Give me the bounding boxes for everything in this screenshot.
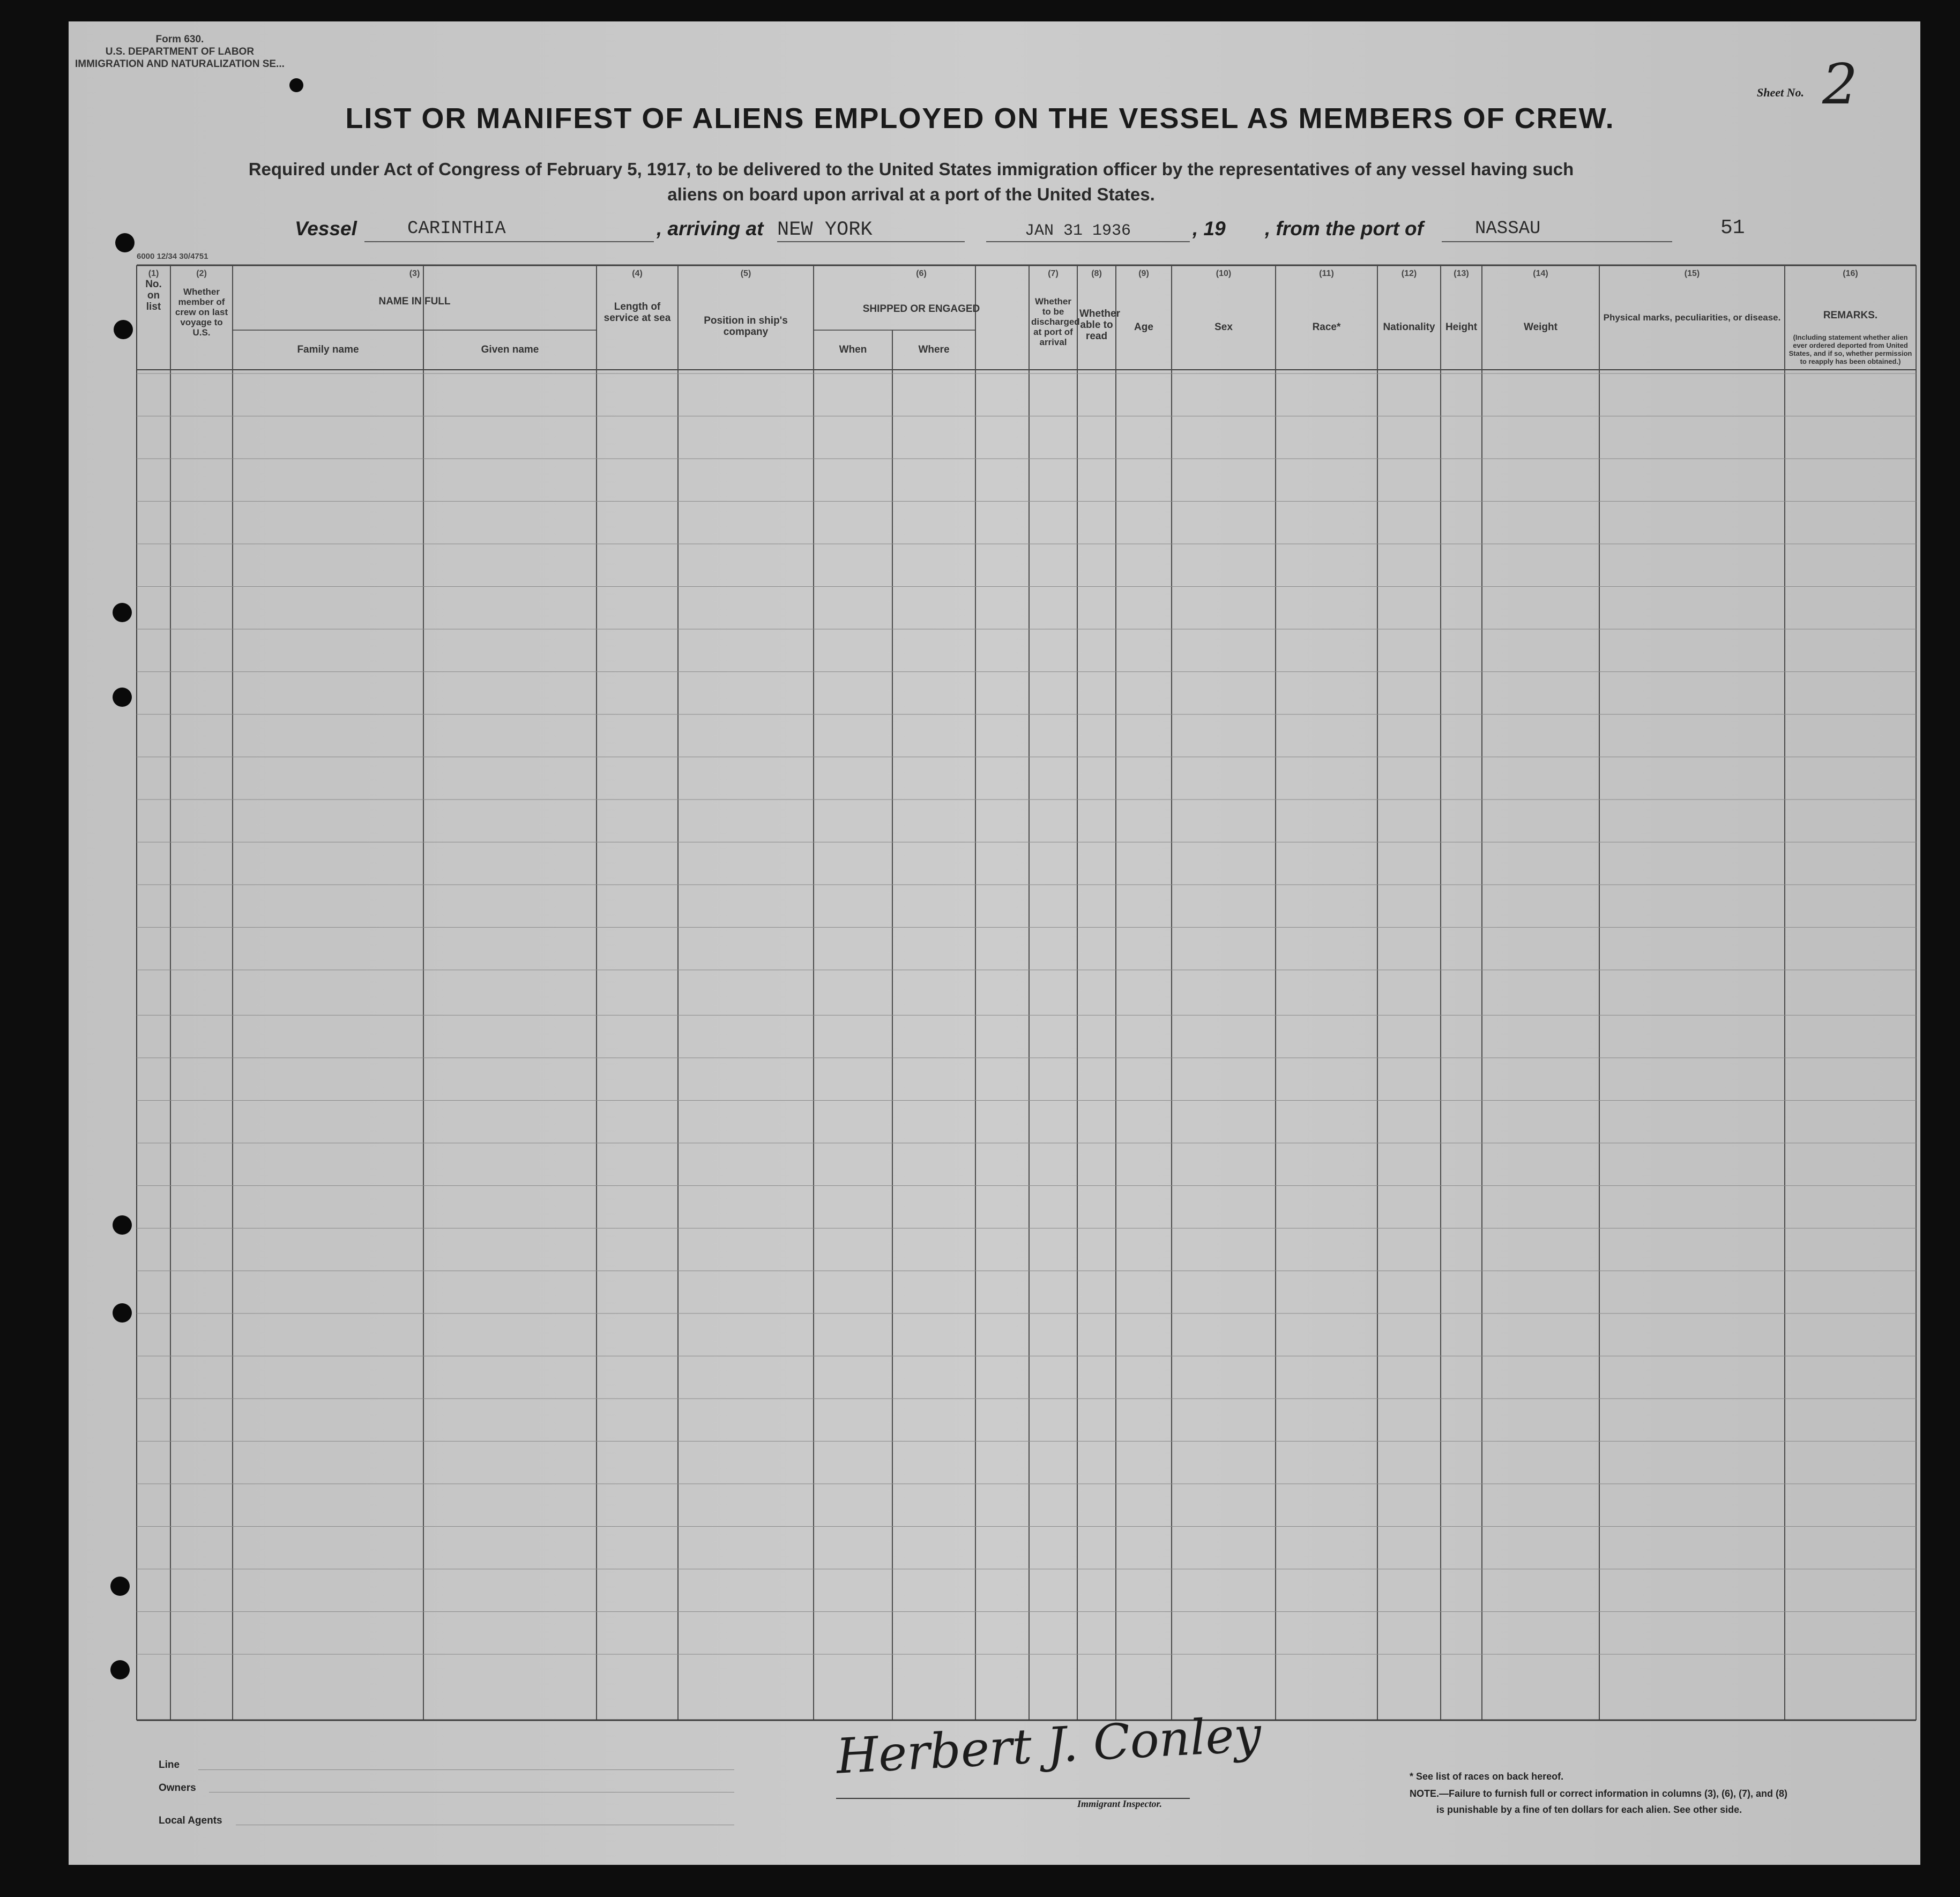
column-header: Whether member of crew on last voyage to U.S. xyxy=(175,287,228,338)
vessel-label: Vessel xyxy=(295,218,357,240)
column-subheader: When xyxy=(839,344,867,355)
penalty-note-2: is punishable by a fine of ten dollars for each alien. See other side. xyxy=(1436,1804,1742,1815)
year-label: , 19 xyxy=(1193,218,1226,240)
from-port-label: , from the port of xyxy=(1265,218,1424,240)
binder-hole xyxy=(113,603,132,622)
column-header: Nationality xyxy=(1383,322,1435,333)
column-header: Age xyxy=(1134,322,1153,333)
binder-hole xyxy=(289,78,303,92)
column-header: Whether to be discharged at port of arrival xyxy=(1031,296,1080,347)
form-info xyxy=(75,33,285,70)
owners-label: Owners xyxy=(159,1782,196,1794)
column-number: (13) xyxy=(1454,269,1469,278)
inspector-signature: Herbert J. Conley xyxy=(834,1706,1263,1785)
column-header: No. on list xyxy=(145,279,162,312)
column-number: (7) xyxy=(1048,269,1059,278)
inspector-label: Immigrant Inspector. xyxy=(1077,1798,1162,1809)
vessel-name: CARINTHIA xyxy=(407,219,506,239)
column-header: REMARKS. xyxy=(1823,310,1878,321)
column-number: (3) xyxy=(409,269,420,278)
column-number: (5) xyxy=(740,269,751,278)
column-number: (4) xyxy=(632,269,643,278)
binder-hole xyxy=(113,1303,132,1323)
column-number: (12) xyxy=(1401,269,1417,278)
alien-count: 51 xyxy=(1720,216,1745,240)
binder-hole xyxy=(110,1660,130,1679)
line-label: Line xyxy=(159,1759,180,1771)
form-number: Form 630. xyxy=(155,34,204,45)
column-number: (15) xyxy=(1684,269,1700,278)
column-header: Sex xyxy=(1214,322,1233,333)
arriving-label: , arriving at xyxy=(657,218,764,240)
column-header: Height xyxy=(1445,322,1478,333)
column-subheader: Family name xyxy=(297,344,359,355)
manifest-subtitle xyxy=(139,156,1683,207)
column-header: NAME IN FULL xyxy=(378,296,451,307)
subtitle-line-1: Required under Act of Congress of February 5, 1917, to be delivered to the United States immigration officer by the representatives of any vessel having such xyxy=(248,159,1574,179)
column-subheader: Where xyxy=(918,344,950,355)
column-number: (9) xyxy=(1138,269,1149,278)
column-number: (10) xyxy=(1216,269,1232,278)
column-header: Length of service at sea xyxy=(603,301,671,324)
department: U.S. DEPARTMENT OF LABOR xyxy=(105,46,255,57)
print-reference: 6000 12/34 30/4751 xyxy=(137,252,208,261)
column-number: (11) xyxy=(1319,269,1334,278)
binder-hole xyxy=(114,320,133,339)
manifest-title: LIST OR MANIFEST OF ALIENS EMPLOYED ON THE VESSEL AS MEMBERS OF CREW. xyxy=(345,102,1615,135)
binder-hole xyxy=(115,233,135,252)
binder-hole xyxy=(110,1577,130,1596)
penalty-note-1: NOTE.—Failure to furnish full or correct information in columns (3), (6), (7), and (8) xyxy=(1410,1788,1788,1799)
column-number: (2) xyxy=(196,269,207,278)
column-header-note: (Including statement whether alien ever ordered deported from United States, and if so, whether permission to reapply has been obtained.) xyxy=(1788,333,1912,365)
column-number: (6) xyxy=(916,269,927,278)
races-note: * See list of races on back hereof. xyxy=(1410,1771,1564,1782)
arrival-date: JAN 31 1936 xyxy=(1025,222,1131,240)
column-number: (1) xyxy=(148,269,159,278)
arrival-port: NEW YORK xyxy=(777,219,873,241)
sheet-label: Sheet No. xyxy=(1757,86,1804,99)
binder-hole xyxy=(113,688,132,707)
service-name: IMMIGRATION AND NATURALIZATION SE... xyxy=(75,58,285,70)
column-header: Physical marks, peculiarities, or disease. xyxy=(1603,312,1781,323)
binder-hole xyxy=(113,1215,132,1235)
column-header: Race* xyxy=(1312,322,1341,333)
sheet-number: 2 xyxy=(1822,51,1858,117)
local-agents-label: Local Agents xyxy=(159,1815,222,1826)
column-number: (14) xyxy=(1533,269,1548,278)
column-header: SHIPPED OR ENGAGED xyxy=(862,303,980,315)
subtitle-line-2: aliens on board upon arrival at a port of the United States. xyxy=(667,184,1155,204)
column-header: Weight xyxy=(1524,322,1557,333)
column-number: (8) xyxy=(1091,269,1102,278)
column-number: (16) xyxy=(1843,269,1858,278)
column-header: Position in ship's company xyxy=(704,315,788,338)
column-subheader: Given name xyxy=(481,344,539,355)
departure-port: NASSAU xyxy=(1475,219,1541,239)
column-header: Whether able to read xyxy=(1079,308,1120,342)
